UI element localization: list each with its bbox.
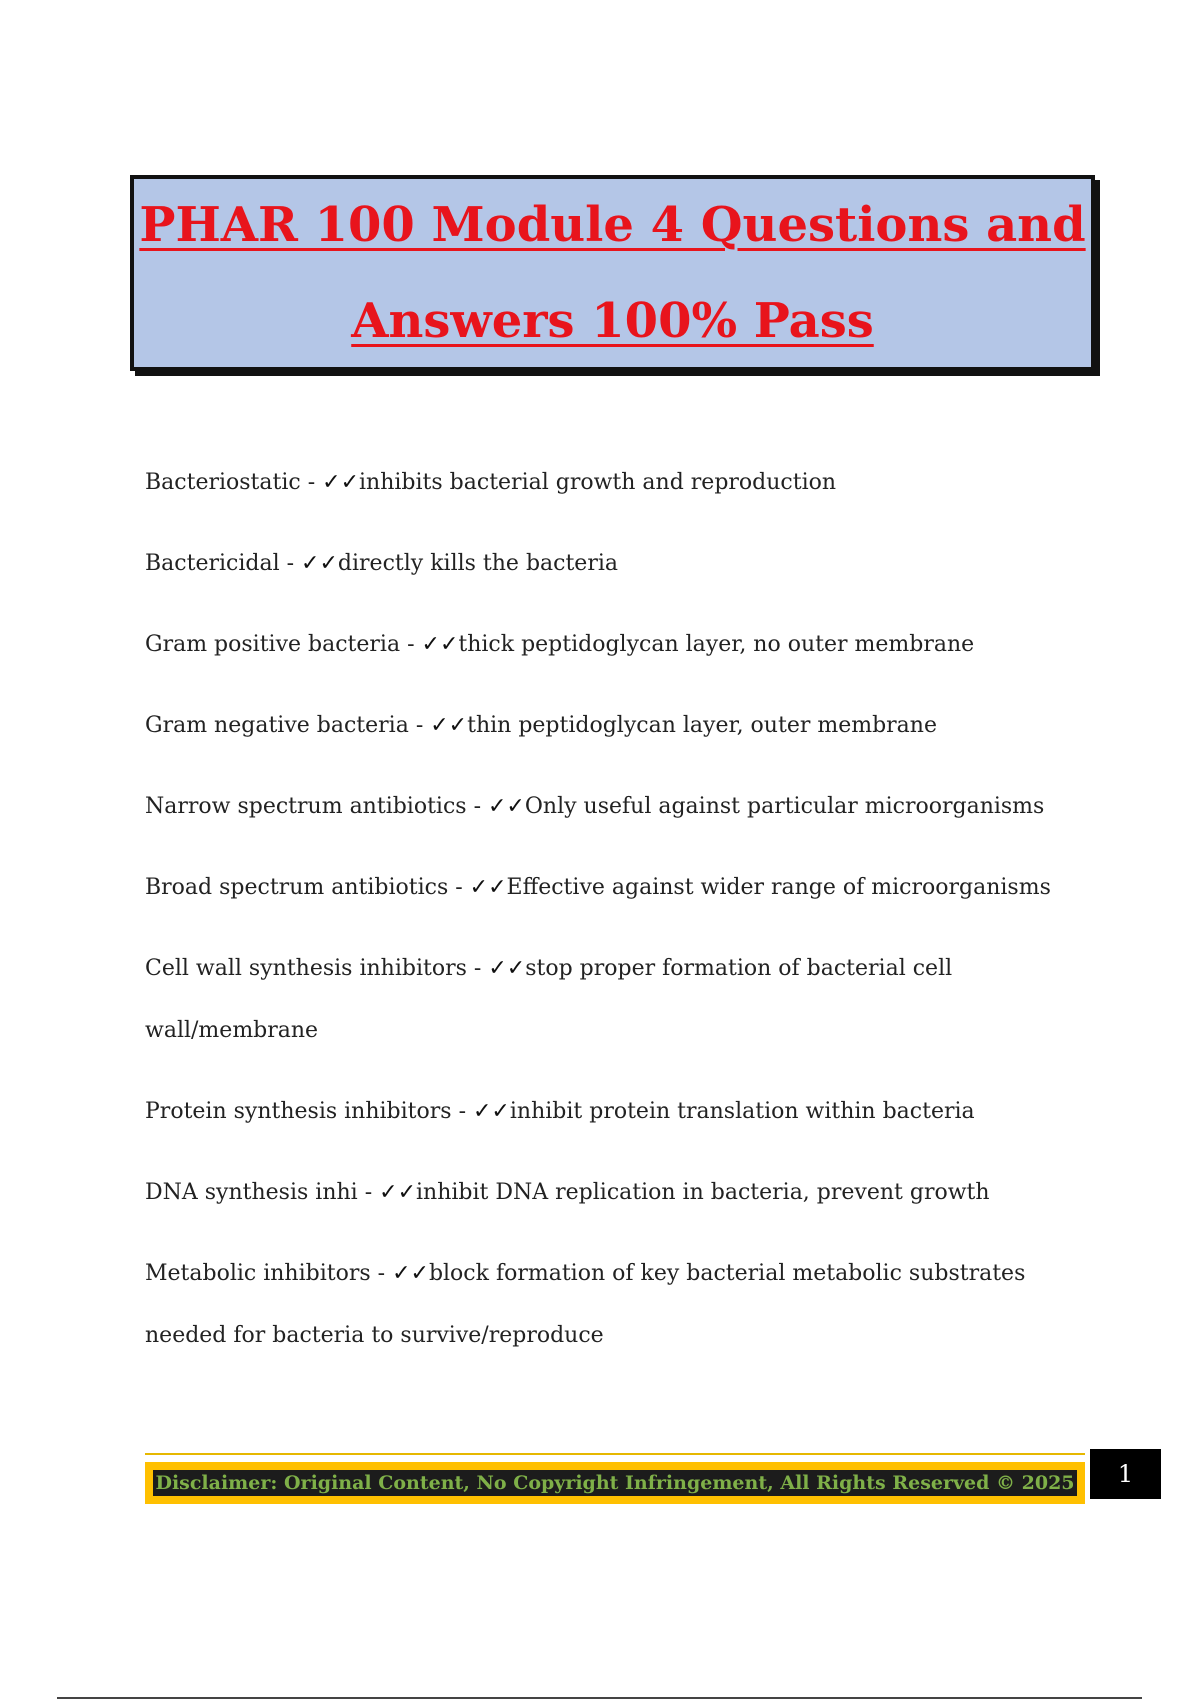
double-check-icon: ✓✓: [379, 1180, 417, 1205]
qa-term: Gram positive bacteria: [145, 632, 401, 657]
double-check-icon: ✓✓: [473, 1099, 510, 1124]
double-check-icon: ✓✓: [488, 956, 526, 981]
double-check-icon: ✓✓: [469, 875, 507, 900]
double-check-icon: ✓✓: [421, 632, 459, 657]
qa-separator: -: [370, 1261, 393, 1286]
qa-item: [145, 695, 1085, 757]
qa-definition: directly kills the bacteria: [337, 551, 618, 576]
qa-item: [145, 776, 1085, 838]
qa-item: [145, 1243, 1085, 1367]
qa-definition: block formation of key bacterial metabolic substrates needed for bacteria to survive/reproduce: [145, 1261, 1026, 1348]
qa-definition: inhibit protein translation within bacteria: [509, 1099, 975, 1124]
footer-rule: [145, 1453, 1085, 1455]
title-line-1: PHAR 100 Module 4 Questions and: [139, 197, 1086, 253]
qa-item: [145, 452, 1085, 514]
qa-item: [145, 533, 1085, 595]
qa-term: Cell wall synthesis inhibitors: [145, 956, 467, 981]
qa-separator: -: [466, 956, 489, 981]
qa-term: Broad spectrum antibiotics: [145, 875, 449, 900]
qa-definition: stop proper formation of bacterial cell wall/membrane: [145, 956, 953, 1043]
qa-separator: -: [448, 875, 470, 900]
qa-definition: thin peptidoglycan layer, outer membrane: [467, 713, 937, 738]
title-box: [130, 175, 1095, 371]
double-check-icon: ✓✓: [301, 551, 338, 576]
qa-definition: inhibits bacterial growth and reproduction: [359, 470, 837, 495]
qa-term: Metabolic inhibitors: [145, 1261, 371, 1286]
page-number: 1: [1090, 1449, 1161, 1499]
qa-definition: thick peptidoglycan layer, no outer membrane: [458, 632, 975, 657]
qa-separator: -: [466, 794, 488, 819]
qa-term: Narrow spectrum antibiotics: [145, 794, 467, 819]
qa-definition: inhibit DNA replication in bacteria, prevent growth: [416, 1180, 990, 1205]
double-check-icon: ✓✓: [430, 713, 468, 738]
qa-separator: -: [400, 632, 422, 657]
double-check-icon: ✓✓: [392, 1261, 429, 1286]
qa-term: Bactericidal: [145, 551, 280, 576]
qa-list: [145, 452, 1085, 1386]
qa-definition: Effective against wider range of microorganisms: [506, 875, 1051, 900]
qa-separator: -: [300, 470, 323, 495]
qa-term: Gram negative bacteria: [145, 713, 409, 738]
qa-item: [145, 857, 1085, 919]
page-bottom-rule: [57, 1697, 1142, 1699]
qa-separator: -: [279, 551, 302, 576]
footer-bar: [145, 1462, 1085, 1504]
title-line-2: Answers 100% Pass: [351, 293, 874, 349]
disclaimer-text: Disclaimer: Original Content, No Copyright Infringement, All Rights Reserved © 2025: [155, 1472, 1075, 1494]
qa-item: [145, 1162, 1085, 1224]
qa-definition: Only useful against particular microorganisms: [524, 794, 1045, 819]
double-check-icon: ✓✓: [322, 470, 360, 495]
qa-separator: -: [357, 1180, 380, 1205]
qa-separator: -: [451, 1099, 473, 1124]
qa-item: [145, 938, 1085, 1062]
qa-term: Bacteriostatic: [145, 470, 301, 495]
qa-term: Protein synthesis inhibitors: [145, 1099, 452, 1124]
qa-term: DNA synthesis inhi: [145, 1180, 358, 1205]
qa-separator: -: [408, 713, 431, 738]
qa-item: [145, 1081, 1085, 1143]
qa-item: [145, 614, 1085, 676]
double-check-icon: ✓✓: [488, 794, 525, 819]
